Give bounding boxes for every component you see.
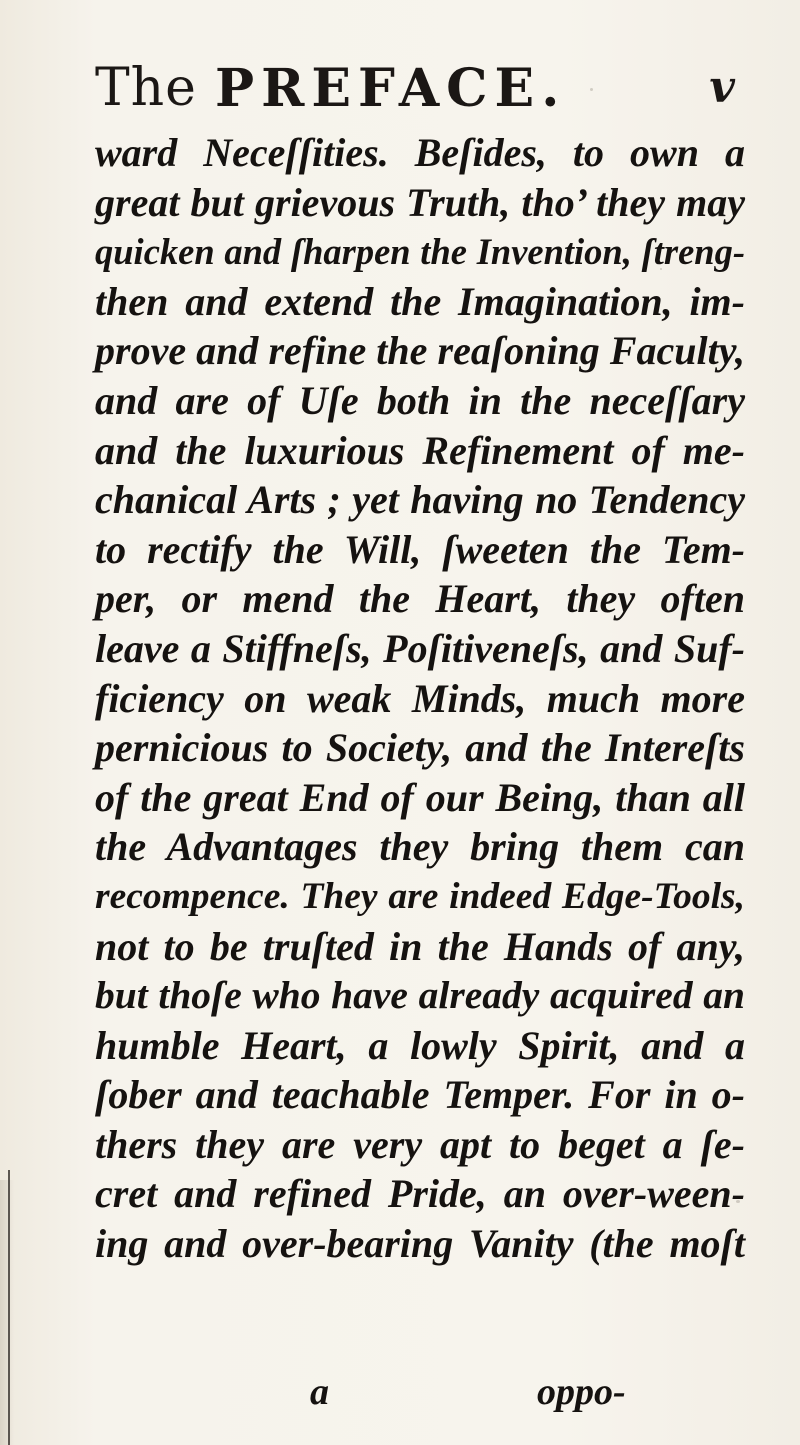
text-line: ficiency on weak Minds, much more: [95, 675, 745, 721]
text-line: of the great End of our Being, than all: [95, 774, 745, 820]
catchword: oppo-: [537, 1371, 626, 1413]
paper-speck: [736, 1200, 740, 1203]
paper-speck: [590, 88, 593, 91]
text-line: pernicious to Society, and the Intereſts: [95, 725, 745, 771]
running-head: [95, 58, 735, 138]
text-line: per, or mend the Heart, they often: [95, 576, 745, 622]
text-line: ward Neceſſities. Beſides, to own a: [95, 130, 745, 175]
text-line: ſober and teachable Temper. For in o-: [95, 1072, 745, 1118]
page-edge-shadow: [0, 1180, 14, 1445]
text-line: prove and refine the reaſoning Faculty,: [95, 328, 745, 374]
text-line: not to be truſted in the Hands of any,: [95, 923, 745, 969]
signature-mark: a: [310, 1371, 329, 1413]
text-line: ing and over-bearing Vanity (the moſt: [95, 1221, 745, 1267]
text-line: and the luxurious Refinement of me-: [95, 427, 745, 473]
running-head-title: PREFACE.: [215, 58, 567, 119]
catchword-line: [95, 1372, 745, 1412]
text-line: then and extend the Imagination, im-: [95, 278, 745, 324]
text-line: humble Heart, a lowly Spirit, and a: [95, 1022, 745, 1068]
text-line: thers they are very apt to beget a ſe-: [95, 1121, 745, 1167]
text-line: great but grievous Truth, tho’ they may: [95, 179, 745, 225]
page-number: v: [709, 62, 735, 113]
paper-speck: [660, 268, 662, 270]
text-line: recompence. They are indeed Edge-Tools,: [95, 875, 745, 917]
binding-edge: [8, 1170, 10, 1445]
text-line: but thoſe who have already acquired an: [95, 973, 745, 1018]
running-head-the: The: [95, 58, 197, 118]
text-line: quicken and ſharpen the Invention, ſtreng-: [95, 231, 745, 273]
text-line: the Advantages they bring them can: [95, 824, 745, 870]
text-line: leave a Stiffneſs, Poſitiveneſs, and Suf-: [95, 625, 745, 671]
body-text: [95, 128, 745, 1269]
text-line: and are of Uſe both in the neceſſary: [95, 377, 745, 423]
text-line: to rectify the Will, ſweeten the Tem-: [95, 526, 745, 572]
text-line: chanical Arts ; yet having no Tendency: [95, 477, 745, 523]
text-line: cret and refined Pride, an over-ween-: [95, 1171, 745, 1217]
